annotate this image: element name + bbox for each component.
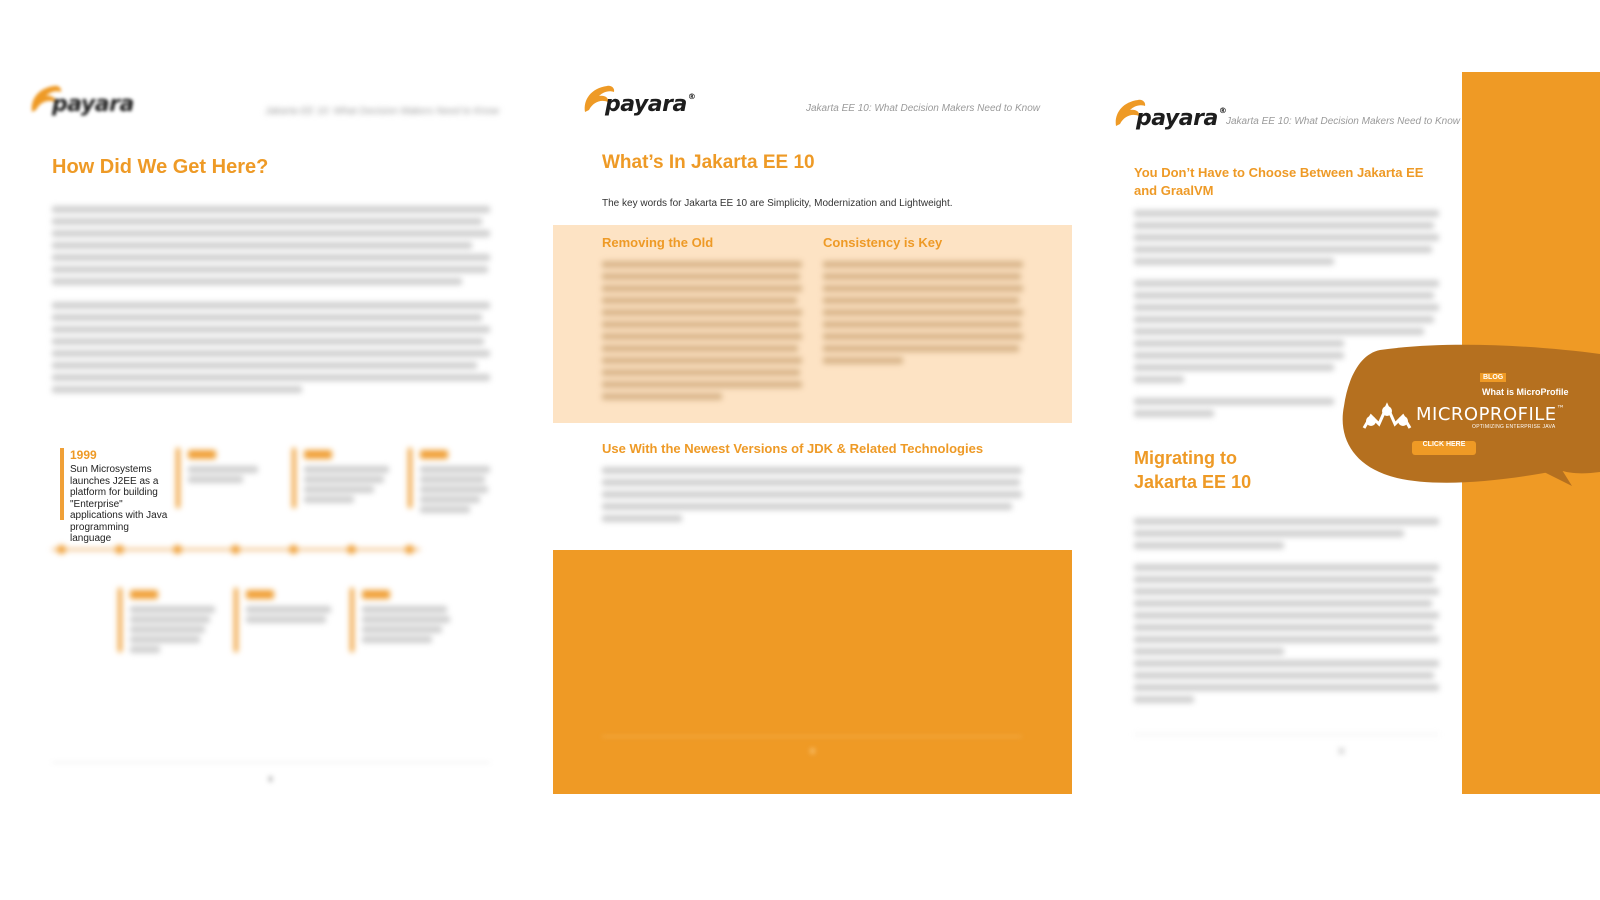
blog-badge: BLOG bbox=[1480, 373, 1506, 382]
page-3-heading-1: You Don’t Have to Choose Between Jakarta EE and GraalVM bbox=[1134, 165, 1424, 198]
microprofile-tagline: OPTIMIZING ENTERPRISE JAVA bbox=[1472, 424, 1556, 430]
page-2-intro: The key words for Jakarta EE 10 are Simplicity, Modernization and Lightweight. bbox=[602, 198, 953, 209]
page-2-logo bbox=[581, 82, 696, 122]
highlight-box bbox=[553, 225, 1072, 423]
page-2-heading: What’s In Jakarta EE 10 bbox=[602, 152, 815, 173]
page-1-heading: How Did We Get Here? bbox=[52, 156, 269, 178]
col2-heading: Consistency is Key bbox=[823, 235, 943, 250]
page-1 bbox=[0, 70, 520, 810]
page-3-heading-2: Migrating to Jakarta EE 10 bbox=[1134, 448, 1252, 492]
timeline-year: 1999 bbox=[70, 448, 97, 462]
page-2 bbox=[553, 70, 1072, 794]
doc-subtitle: Jakarta EE 10: What Decision Makers Need to Know bbox=[1226, 116, 1460, 127]
logo-wordmark: payara® bbox=[1136, 106, 1227, 131]
promo-title: What is MicroProfile bbox=[1482, 387, 1569, 397]
logo-wordmark: payara bbox=[52, 92, 134, 117]
timeline-text: Sun Microsystems launches J2EE as a platform for building "Enterprise" applications with Java programming language bbox=[70, 464, 168, 544]
col1-heading: Removing the Old bbox=[602, 235, 714, 250]
orange-footer-block bbox=[553, 550, 1072, 794]
timeline-marker bbox=[60, 448, 64, 520]
microprofile-promo[interactable] bbox=[1340, 344, 1600, 494]
logo-wordmark: payara® bbox=[605, 92, 696, 117]
page-2-section-heading: Use With the Newest Versions of JDK & Related Technologies bbox=[602, 441, 984, 456]
page-3-logo bbox=[1112, 96, 1227, 136]
doc-subtitle: Jakarta EE 10: What Decision Makers Need to Know bbox=[265, 106, 499, 117]
microprofile-wordmark: MICROPROFILE™ bbox=[1416, 404, 1566, 425]
microprofile-logo-icon bbox=[1362, 402, 1412, 430]
page-1-logo bbox=[28, 82, 138, 122]
click-here-button[interactable]: CLICK HERE bbox=[1412, 441, 1476, 455]
doc-subtitle: Jakarta EE 10: What Decision Makers Need to Know bbox=[806, 103, 1040, 114]
